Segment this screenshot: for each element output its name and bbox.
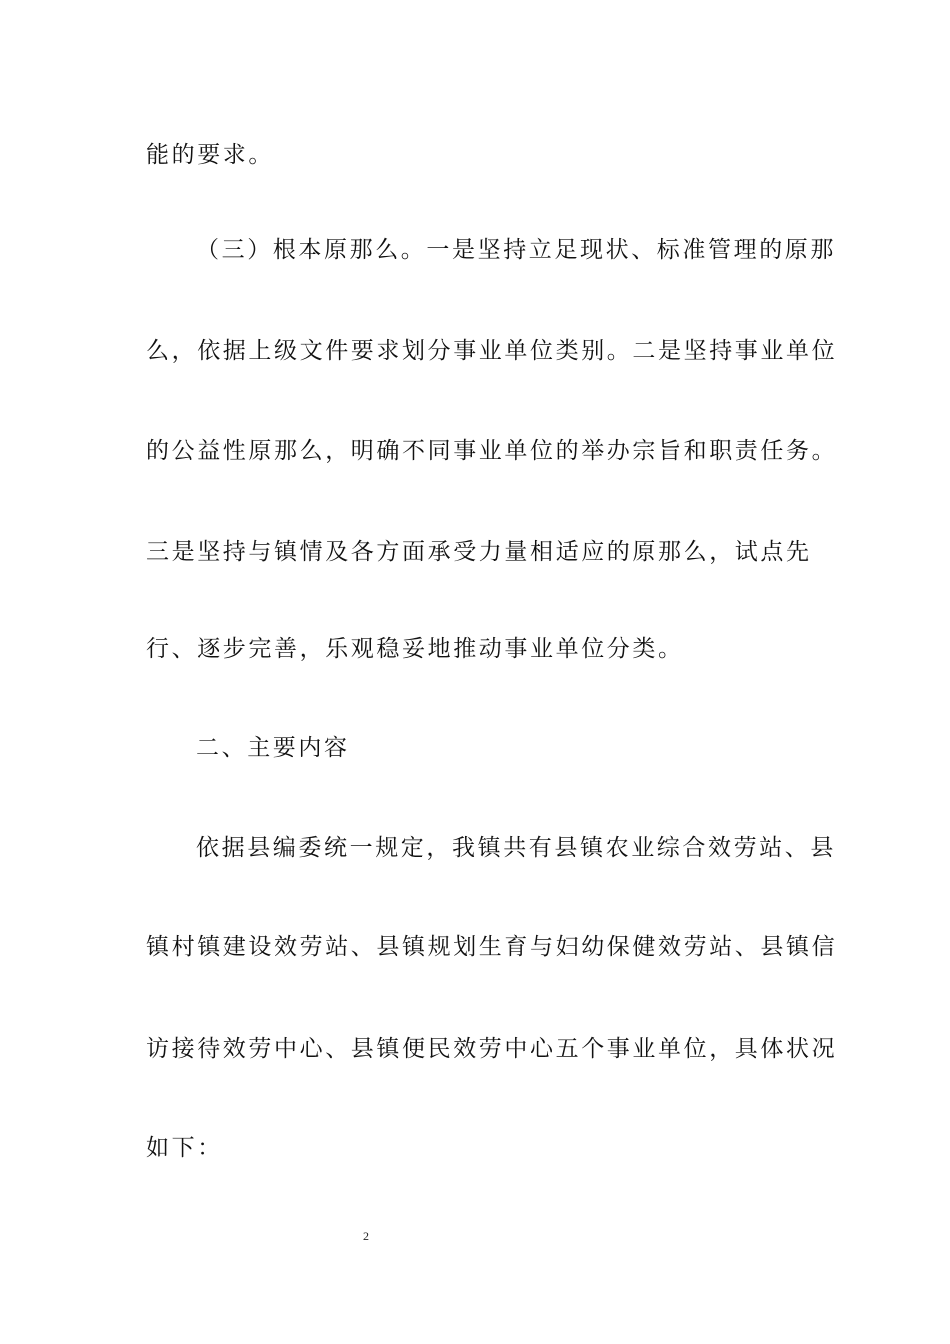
page-number: 2 — [363, 1229, 369, 1243]
paragraph-line: 么，依据上级文件要求划分事业单位类别。二是坚持事业单位 — [146, 338, 838, 364]
paragraph-line: 三是坚持与镇情及各方面承受力量相适应的原那么，试点先 — [146, 539, 812, 565]
paragraph-line: 的公益性原那么，明确不同事业单位的举办宗旨和职责任务。 — [146, 438, 838, 464]
paragraph-line: 能的要求。 — [146, 142, 274, 168]
paragraph-line: 镇村镇建设效劳站、县镇规划生育与妇幼保健效劳站、县镇信 — [146, 934, 838, 960]
paragraph-line: 访接待效劳中心、县镇便民效劳中心五个事业单位，具体状况 — [146, 1036, 838, 1062]
paragraph-line: 如下： — [146, 1135, 223, 1161]
paragraph-line: 行、逐步完善，乐观稳妥地推动事业单位分类。 — [146, 636, 684, 662]
paragraph-line: 依据县编委统一规定，我镇共有县镇农业综合效劳站、县 — [196, 835, 836, 861]
paragraph-line: （三）根本原那么。一是坚持立足现状、标准管理的原那 — [196, 237, 836, 263]
section-heading: 二、主要内容 — [196, 735, 350, 761]
